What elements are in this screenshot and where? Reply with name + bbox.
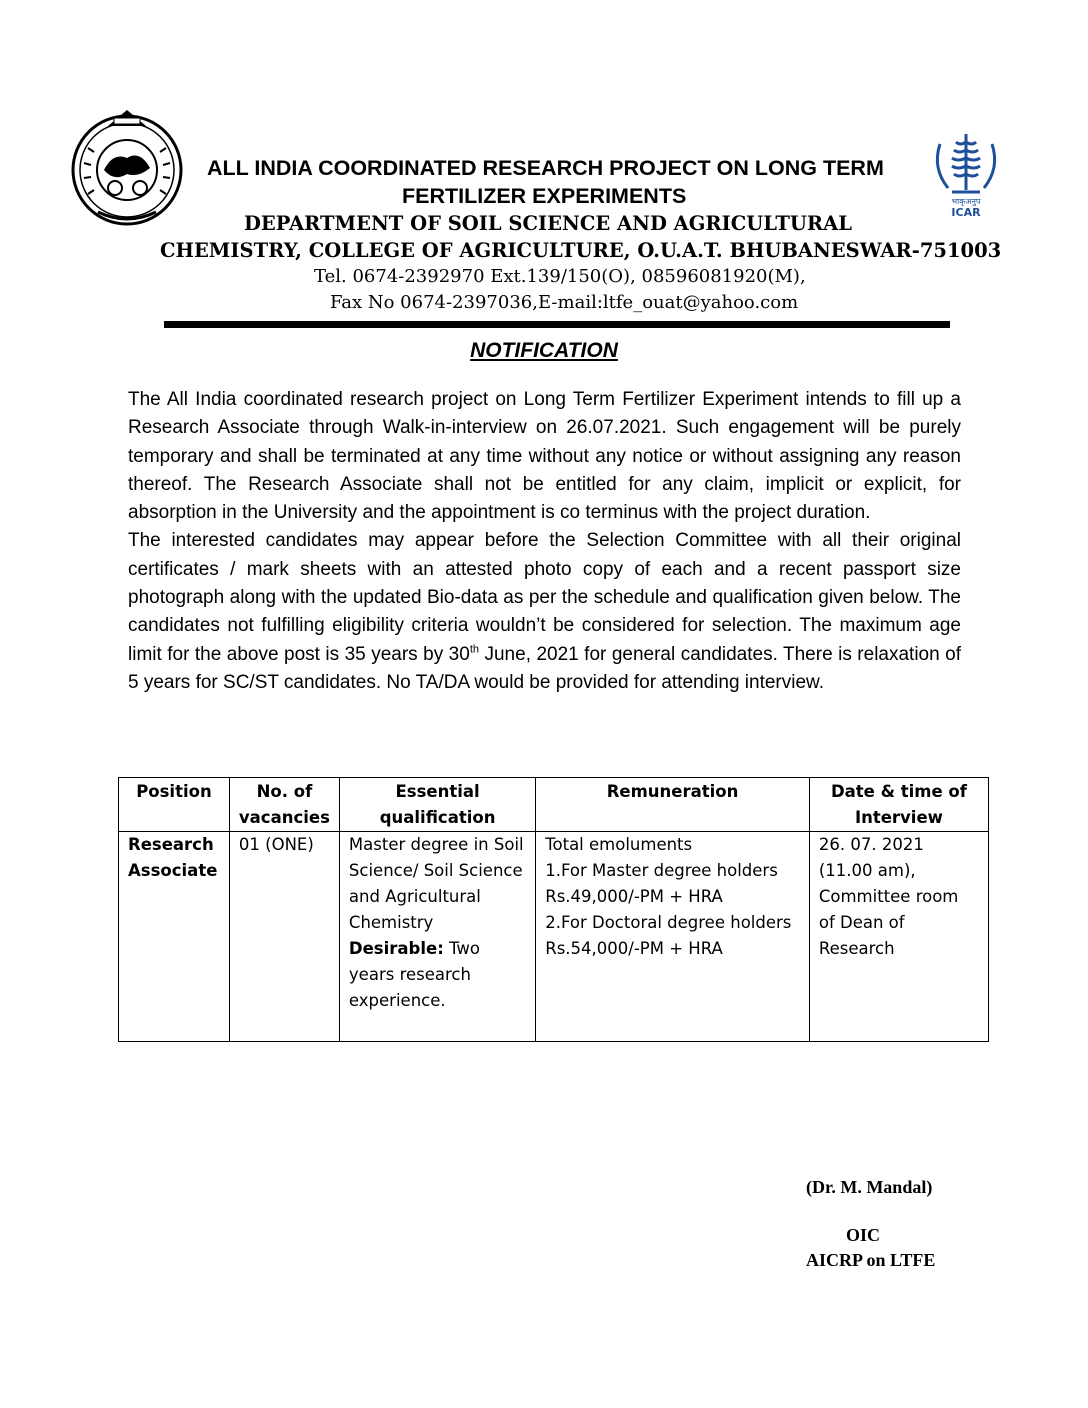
department-line1: DEPARTMENT OF SOIL SCIENCE AND AGRICULTURAL — [244, 212, 852, 235]
table-header-row — [119, 778, 989, 832]
project-title-line2: FERTILIZER EXPERIMENTS — [402, 184, 687, 208]
header-qualification: Essential qualification — [339, 778, 535, 832]
department-line2: CHEMISTRY, COLLEGE OF AGRICULTURE, O.U.A.T. BHUBANESWAR-751003 — [160, 239, 1002, 262]
paragraph-1: The All India coordinated research project on Long Term Fertilizer Experiment intends to fill up a Research Associate through Walk-in-interview on 26.07.2021. Such engagement will be purely temporary and shall be terminated at any time without any notice or without assigning any reason thereof. The Research Associate shall not be entitled for any claim, implicit or explicit, for absorption in the University and the appointment is co terminus with the project duration. — [128, 389, 961, 524]
signatory-designation: OIC — [846, 1225, 881, 1245]
header-position: Position — [119, 778, 230, 832]
cell-position: Research Associate — [119, 832, 230, 1042]
fax-email-line: Fax No 0674-2397036,E-mail:ltfe_ouat@yahoo.com — [330, 292, 799, 313]
svg-text:ICAR: ICAR — [951, 206, 981, 219]
signatory-name: (Dr. M. Mandal) — [806, 1177, 933, 1197]
vacancy-table — [118, 777, 989, 1042]
cell-vacancies: 01 (ONE) — [229, 832, 339, 1042]
icar-logo-icon — [926, 130, 1006, 220]
signatory-project: AICRP on LTFE — [806, 1250, 936, 1270]
cell-interview: 26. 07. 2021 (11.00 am), Committee room of Dean of Research — [809, 832, 988, 1042]
notification-body — [128, 386, 961, 697]
project-title-line1: ALL INDIA COORDINATED RESEARCH PROJECT ON LONG TERM — [207, 156, 884, 180]
header-divider — [164, 321, 950, 328]
svg-text:भाकृअनुप: भाकृअनुप — [951, 197, 981, 206]
table-row — [119, 832, 989, 1042]
notification-heading: NOTIFICATION — [470, 339, 618, 362]
university-seal-icon — [68, 108, 186, 226]
header-interview: Date & time of Interview — [809, 778, 988, 832]
header-remuneration: Remuneration — [536, 778, 810, 832]
cell-qualification: Master degree in Soil Science/ Soil Science and Agricultural Chemistry Desirable: Two years research experience. — [339, 832, 535, 1042]
header-vacancies: No. of vacancies — [229, 778, 339, 832]
telephone-line: Tel. 0674-2392970 Ext.139/150(O), 08596081920(M), — [314, 266, 806, 287]
paragraph-2: The interested candidates may appear before the Selection Committee with all their original certificates / mark sheets with an attested photo copy of each and a recent passport size photograph along with the updated Bio-data as per the schedule and qualification given below. The candidates not fulfilling eligibility criteria wouldn’t be considered for selection. The maximum age limit for the above post is 35 years by 30th June, 2021 for general candidates. There is relaxation of 5 years for SC/ST candidates. No TA/DA would be provided for attending interview. — [128, 530, 962, 693]
cell-remuneration: Total emoluments 1.For Master degree holders Rs.49,000/-PM + HRA 2.For Doctoral degree holders Rs.54,000/-PM + HRA — [536, 832, 810, 1042]
